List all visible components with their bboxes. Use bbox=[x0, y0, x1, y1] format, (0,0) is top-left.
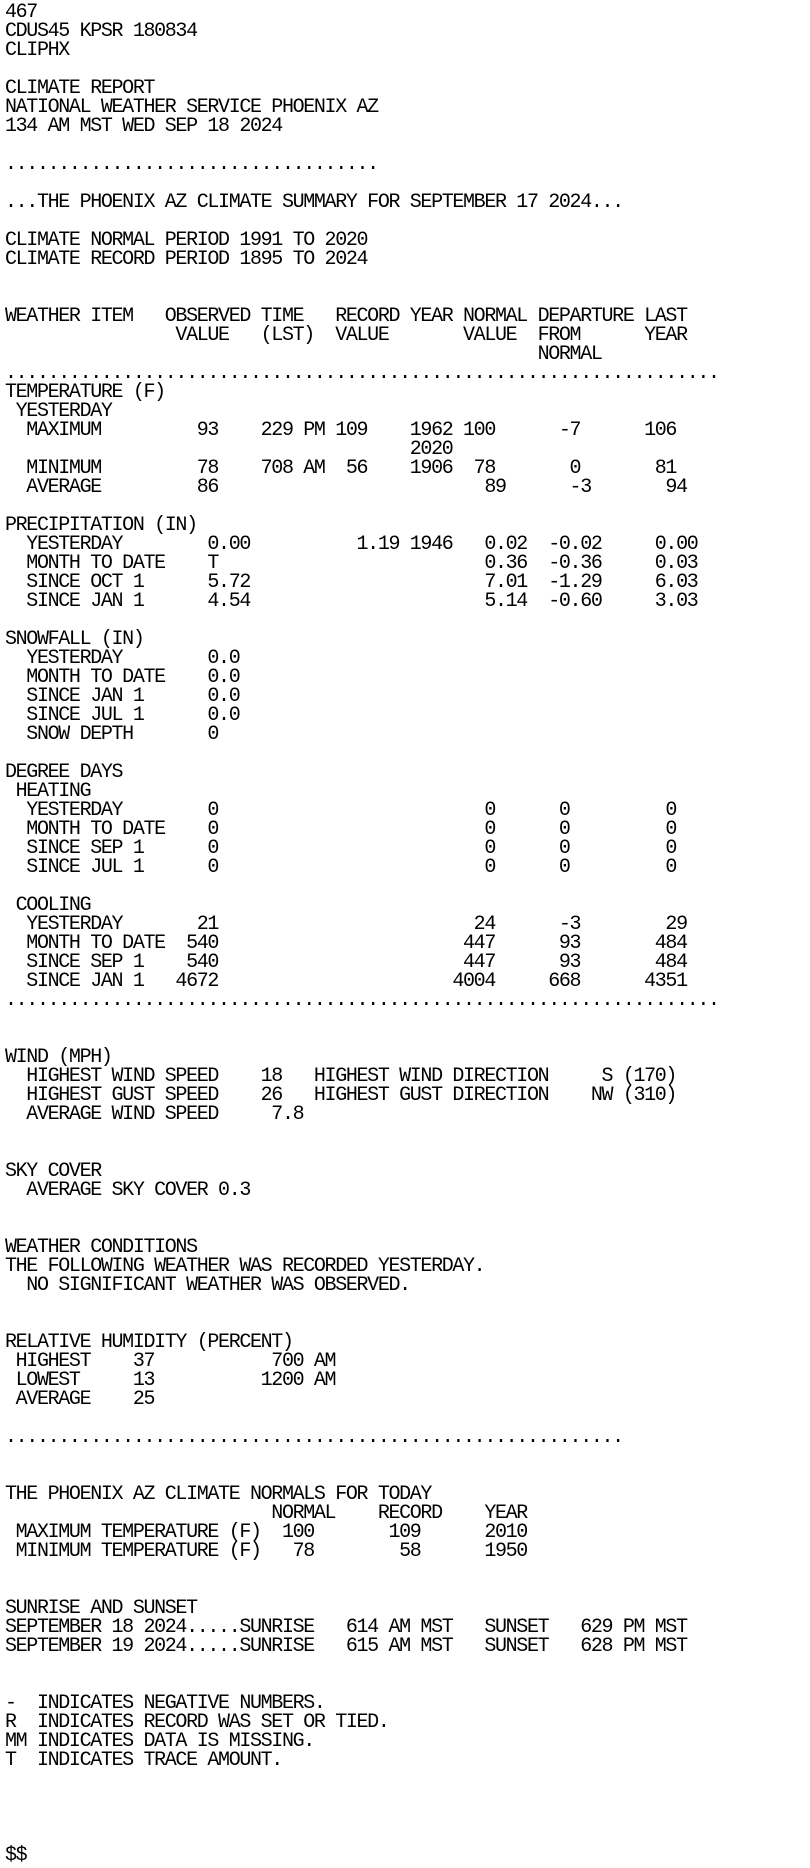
sky-cover-section: SKY COVER AVERAGE SKY COVER 0.3 bbox=[5, 1160, 250, 1202]
climate-normals-section: THE PHOENIX AZ CLIMATE NORMALS FOR TODAY NORMAL RECORD YEAR MAXIMUM TEMPERATURE (F) 100 109 2010 MINIMUM TEMPERATURE (F) 78 58 1950 bbox=[5, 1483, 527, 1563]
report-header: 467 CDUS45 KPSR 180834 CLIPHX CLIMATE REPORT NATIONAL WEATHER SERVICE PHOENIX AZ 134 AM MST WED SEP 18 2024 ................................... ...THE PHOENIX AZ CLIMATE SUMMARY FOR SEPTEMBER 17 2024... CLIMATE NORMAL PERIOD 1991 TO 2020 CLIMATE RECORD PERIOD 1895 TO 2024 bbox=[5, 1, 623, 271]
sunrise-sunset-section: SUNRISE AND SUNSET SEPTEMBER 18 2024.....SUNRISE 614 AM MST SUNSET 629 PM MST SEPTEMBER 19 2024.....SUNRISE 615 AM MST SUNSET 628 PM MST bbox=[5, 1597, 687, 1658]
wind-section: WIND (MPH) HIGHEST WIND SPEED 18 HIGHEST WIND DIRECTION S (170) HIGHEST GUST SPEED 26 HIGHEST GUST DIRECTION NW (310) AVERAGE WIND SPEED 7.8 bbox=[5, 1046, 677, 1126]
weather-conditions-section: WEATHER CONDITIONS THE FOLLOWING WEATHER WAS RECORDED YESTERDAY. NO SIGNIFICANT WEATHER WAS OBSERVED. bbox=[5, 1236, 485, 1297]
relative-humidity-section: RELATIVE HUMIDITY (PERCENT) HIGHEST 37 700 AM LOWEST 13 1200 AM AVERAGE 25 .......................................................... bbox=[5, 1331, 623, 1449]
legend-section: - INDICATES NEGATIVE NUMBERS. R INDICATES RECORD WAS SET OR TIED. MM INDICATES DATA IS MISSING. T INDICATES TRACE AMOUNT. $$ bbox=[5, 1692, 389, 1867]
climate-summary-table: WEATHER ITEM OBSERVED TIME RECORD YEAR NORMAL DEPARTURE LAST VALUE (LST) VALUE VALUE FROM YEAR NORMAL ................................................................... TEMPERATURE (F) YESTERDAY MAXIMUM 93 229 PM 109 1962 100 -7 106 2020 MINIMUM 78 708 AM 56 1906 78 0 81 AVERAGE 86 89 -3 94 PRECIPITATION (IN) YESTERDAY 0.00 1.19 1946 0.02 -0.02 0.00 MONTH TO DATE T 0.36 -0.36 0.03 SINCE OCT 1 5.72 7.01 -1.29 6.03 SINCE JAN 1 4.54 5.14 -0.60 3.03 SNOWFALL (IN) YESTERDAY 0.0 MONTH TO DATE 0.0 SINCE JAN 1 0.0 SINCE JUL 1 0.0 SNOW DEPTH 0 DEGREE DAYS HEATING YESTERDAY 0 0 0 0 MONTH TO DATE 0 0 0 0 SINCE SEP 1 0 0 0 0 SINCE JUL 1 0 0 0 0 COOLING YESTERDAY 21 24 -3 29 MONTH TO DATE 540 447 93 484 SINCE SEP 1 540 447 93 484 SINCE JAN 1 4672 4004 668 4351 ................................................................... bbox=[5, 305, 719, 1012]
